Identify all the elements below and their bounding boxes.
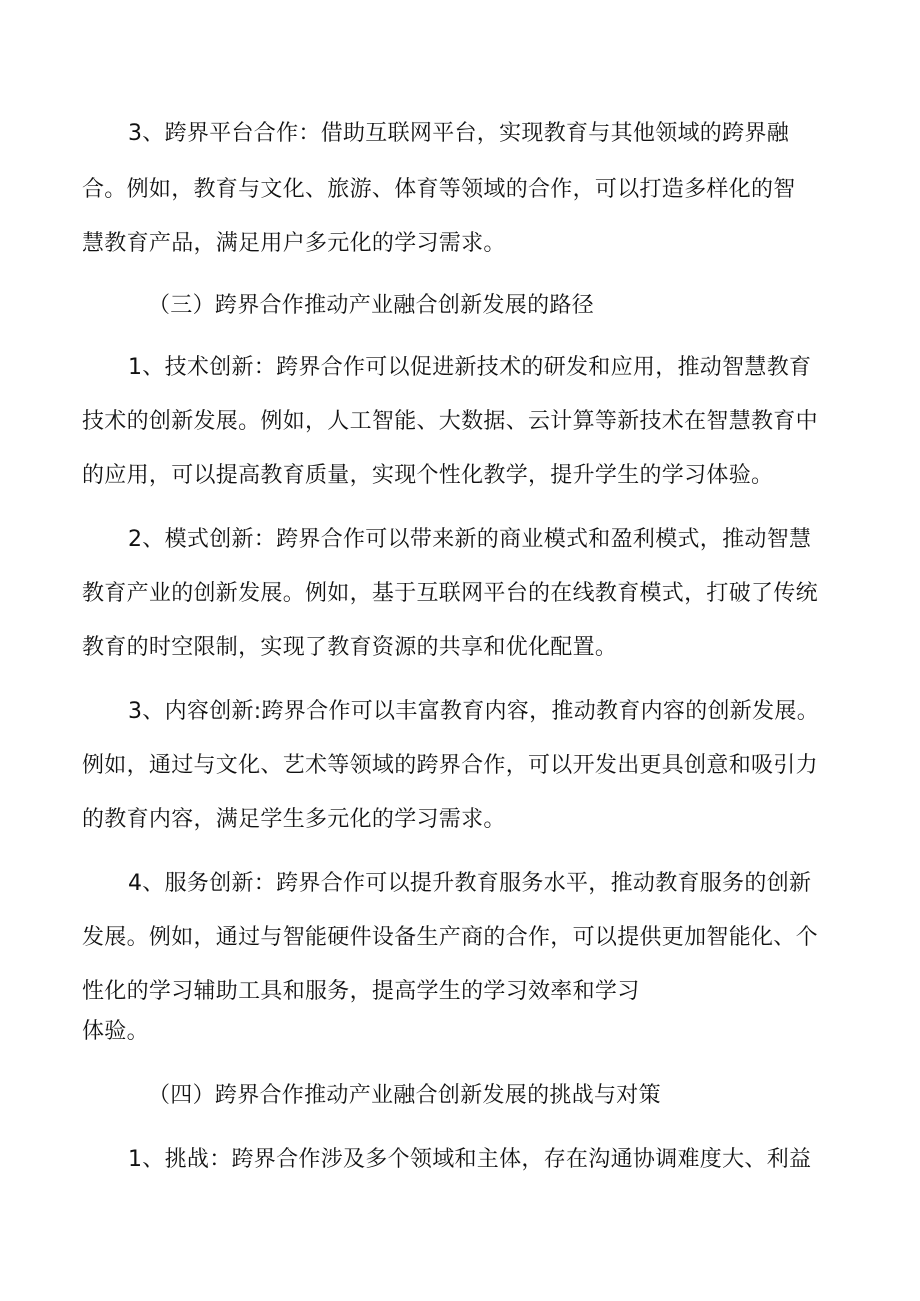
paragraph-content-line-2: 例如，通过与文化、艺术等领域的跨界合作，可以开发出更具创意和吸引力 bbox=[82, 753, 818, 778]
paragraph-3-platform-line-1: 3、跨界平台合作：借助互联网平台，实现教育与其他领域的跨界融 bbox=[128, 121, 789, 146]
paragraph-model-line-1: 2、模式创新：跨界合作可以带来新的商业模式和盈利模式，推动智慧 bbox=[128, 527, 812, 552]
paragraph-challenge-line-1: 1、挑战：跨界合作涉及多个领域和主体，存在沟通协调难度大、利益 bbox=[128, 1147, 812, 1172]
paragraph-tech-line-3: 的应用，可以提高教育质量，实现个性化教学，提升学生的学习体验。 bbox=[82, 463, 774, 488]
paragraph-service-line-3: 性化的学习辅助工具和服务，提高学生的学习效率和学习 bbox=[82, 979, 640, 1004]
paragraph-tech-line-2: 技术的创新发展。例如，人工智能、大数据、云计算等新技术在智慧教育中 bbox=[82, 409, 818, 434]
paragraph-service-line-4: 体验。 bbox=[82, 1019, 149, 1044]
section-heading-4: （四）跨界合作推动产业融合创新发展的挑战与对策 bbox=[148, 1083, 661, 1108]
section-heading-3: （三）跨界合作推动产业融合创新发展的路径 bbox=[148, 293, 595, 318]
paragraph-service-line-1: 4、服务创新：跨界合作可以提升教育服务水平，推动教育服务的创新 bbox=[128, 871, 812, 896]
paragraph-3-platform-line-2: 合。例如，教育与文化、旅游、体育等领域的合作，可以打造多样化的智 bbox=[82, 177, 796, 202]
paragraph-model-line-3: 教育的时空限制，实现了教育资源的共享和优化配置。 bbox=[82, 635, 618, 660]
paragraph-model-line-2: 教育产业的创新发展。例如，基于互联网平台的在线教育模式，打破了传统 bbox=[82, 581, 818, 606]
paragraph-content-line-3: 的教育内容，满足学生多元化的学习需求。 bbox=[82, 807, 506, 832]
paragraph-content-line-1: 3、内容创新:跨界合作可以丰富教育内容，推动教育内容的创新发展。 bbox=[128, 699, 820, 724]
paragraph-service-line-2: 发展。例如，通过与智能硬件设备生产商的合作，可以提供更加智能化、个 bbox=[82, 925, 818, 950]
paragraph-3-platform-line-3: 慧教育产品，满足用户多元化的学习需求。 bbox=[82, 231, 506, 256]
paragraph-tech-line-1: 1、技术创新：跨界合作可以促进新技术的研发和应用，推动智慧教育 bbox=[128, 355, 812, 380]
